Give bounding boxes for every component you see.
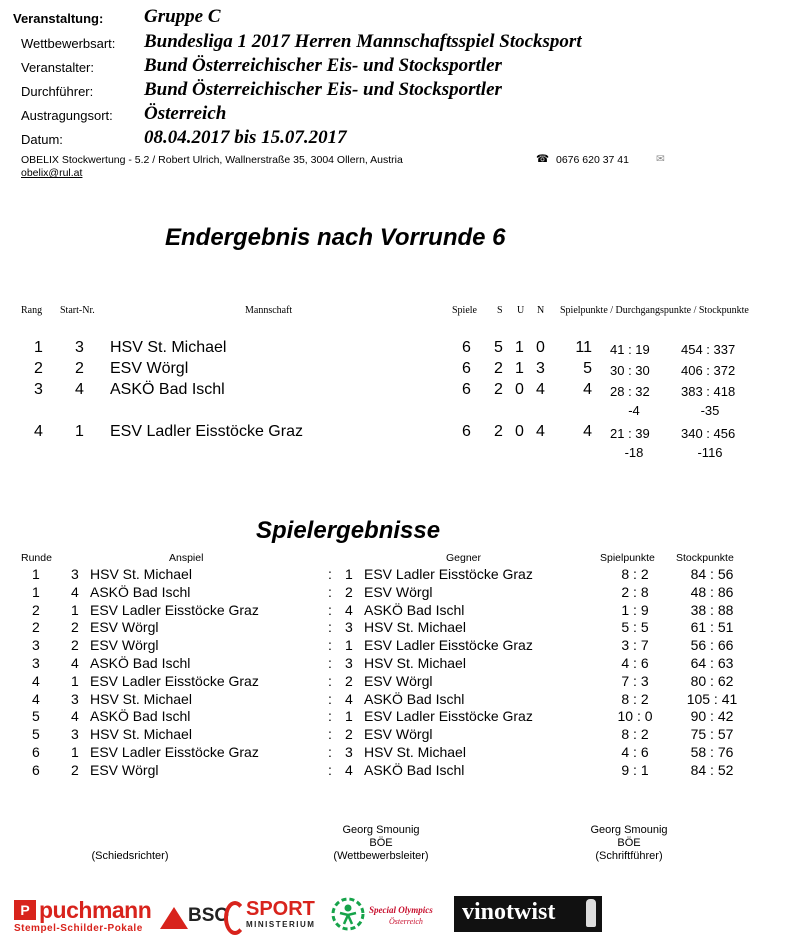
standing-spiele: 6 bbox=[462, 381, 471, 398]
standing-durchgang: 21 : 39 bbox=[610, 426, 650, 441]
phone-icon: ☎ bbox=[536, 153, 550, 165]
col-team: Mannschaft bbox=[245, 305, 293, 316]
result-spielpunkte: 2 : 8 bbox=[621, 583, 649, 600]
standing-durchgang: 41 : 19 bbox=[610, 342, 650, 357]
result-round: 2 bbox=[32, 619, 40, 636]
result-anspiel-nr: 2 bbox=[71, 761, 79, 778]
vinotwist-logo bbox=[454, 896, 602, 932]
col-u: U bbox=[517, 305, 525, 316]
result-spielpunkte: 8 : 2 bbox=[621, 566, 649, 582]
result-gegner-nr: 1 bbox=[345, 708, 353, 725]
col-spiele: Spiele bbox=[452, 305, 477, 316]
result-anspiel-nr: 4 bbox=[71, 655, 79, 671]
standing-start: 4 bbox=[75, 381, 84, 398]
result-spielpunkte: 8 : 2 bbox=[621, 726, 649, 743]
standings-title: Endergebnis nach Vorrunde 6 bbox=[165, 224, 506, 251]
standing-n: 4 bbox=[536, 381, 545, 398]
result-separator: : bbox=[328, 672, 332, 689]
signature-referee-org bbox=[60, 837, 200, 850]
result-stockpunkte: 38 : 88 bbox=[690, 601, 734, 618]
result-round: 6 bbox=[32, 761, 40, 778]
result-round: 1 bbox=[32, 566, 40, 582]
result-gegner-nr: 4 bbox=[345, 690, 353, 707]
mail-icon: ✉ bbox=[656, 153, 665, 165]
vinotwist-text: vinotwist bbox=[462, 899, 556, 925]
result-round: 5 bbox=[32, 708, 40, 725]
results-title: Spielergebnisse bbox=[256, 517, 441, 544]
standing-u: 0 bbox=[515, 381, 524, 398]
standing-rang: 2 bbox=[34, 360, 43, 377]
result-anspiel-nr: 3 bbox=[71, 566, 79, 582]
standing-n: 4 bbox=[536, 423, 545, 440]
result-anspiel-nr: 1 bbox=[71, 601, 79, 618]
special-olympics-logo bbox=[331, 895, 451, 935]
header-value: 08.04.2017 bis 15.07.2017 bbox=[144, 127, 347, 148]
standing-stock: 383 : 418 bbox=[681, 384, 736, 399]
result-anspiel-team: ESV Wörgl bbox=[90, 761, 159, 778]
result-anspiel-nr: 3 bbox=[71, 690, 79, 707]
result-round: 2 bbox=[32, 601, 40, 618]
result-anspiel-team: HSV St. Michael bbox=[90, 690, 192, 707]
standing-start: 2 bbox=[75, 360, 84, 377]
special-olympics-icon bbox=[331, 897, 365, 931]
col-start: Start-Nr. bbox=[60, 305, 95, 316]
standing-rang: 4 bbox=[34, 423, 43, 440]
result-anspiel-team: ESV Ladler Eisstöcke Graz bbox=[90, 744, 259, 760]
standing-spielpunkte: 11 bbox=[575, 339, 592, 356]
header-value: Bundesliga 1 2017 Herren Mannschaftsspiel Stocksport bbox=[144, 31, 582, 52]
standing-stock: 454 : 337 bbox=[681, 342, 736, 357]
result-separator: : bbox=[328, 655, 332, 671]
result-anspiel-nr: 4 bbox=[71, 708, 79, 725]
header-label: Veranstalter: bbox=[21, 60, 94, 75]
result-gegner-team: ASKÖ Bad Ischl bbox=[364, 690, 465, 707]
software-line: OBELIX Stockwertung - 5.2 / Robert Ulrich, Wallnerstraße 35, 3004 Ollern, Austria bbox=[21, 154, 403, 166]
standing-team: ESV Ladler Eisstöcke Graz bbox=[110, 423, 303, 440]
standing-u: 0 bbox=[515, 423, 524, 440]
special-olympics-sub: Österreich bbox=[389, 917, 423, 926]
sport-ministerium-mark bbox=[224, 901, 246, 935]
signature-leader-role: (Wettbewerbsleiter) bbox=[333, 850, 429, 862]
result-separator: : bbox=[328, 583, 332, 600]
standing-spielpunkte: 4 bbox=[583, 381, 592, 398]
email-link[interactable]: obelix@rul.at bbox=[21, 167, 83, 179]
col-points: Spielpunkte / Durchgangspunkte / Stockpunkte bbox=[560, 305, 749, 316]
standing-team: ASKÖ Bad Ischl bbox=[110, 381, 225, 398]
result-spielpunkte: 3 : 7 bbox=[621, 637, 649, 654]
result-anspiel-team: ASKÖ Bad Ischl bbox=[90, 655, 191, 671]
result-stockpunkte: 61 : 51 bbox=[690, 619, 734, 636]
result-stockpunkte: 84 : 56 bbox=[690, 566, 734, 582]
standing-start: 1 bbox=[75, 423, 84, 440]
signature-leader-org: BÖE bbox=[369, 837, 393, 849]
result-round: 4 bbox=[32, 672, 40, 689]
signature-referee bbox=[60, 824, 200, 863]
result-anspiel-team: ESV Wörgl bbox=[90, 637, 159, 654]
standing-stock: 406 : 372 bbox=[681, 363, 736, 378]
result-anspiel-nr: 1 bbox=[71, 744, 79, 760]
signature-referee-role: (Schiedsrichter) bbox=[91, 850, 169, 862]
result-round: 3 bbox=[32, 637, 40, 654]
result-gegner-team: ESV Ladler Eisstöcke Graz bbox=[364, 637, 533, 654]
result-separator: : bbox=[328, 566, 332, 582]
result-separator: : bbox=[328, 619, 332, 636]
special-olympics-text: Special Olympics bbox=[369, 905, 433, 915]
standing-rang: 3 bbox=[34, 381, 43, 398]
result-anspiel-team: HSV St. Michael bbox=[90, 726, 192, 743]
col-spielpunkte: Spielpunkte bbox=[600, 552, 655, 564]
result-round: 3 bbox=[32, 655, 40, 671]
result-gegner-nr: 3 bbox=[345, 744, 353, 760]
header-label: Durchführer: bbox=[21, 84, 94, 99]
result-anspiel-team: HSV St. Michael bbox=[90, 566, 192, 582]
bso-logo-text: BSO bbox=[188, 905, 230, 926]
result-spielpunkte: 9 : 1 bbox=[621, 761, 649, 778]
sport-logo-text: SPORT bbox=[246, 898, 315, 920]
result-spielpunkte: 4 : 6 bbox=[621, 744, 649, 760]
signature-recorder-org: BÖE bbox=[617, 837, 641, 849]
result-stockpunkte: 64 : 63 bbox=[690, 655, 734, 671]
result-gegner-team: ASKÖ Bad Ischl bbox=[364, 761, 465, 778]
result-anspiel-team: ESV Ladler Eisstöcke Graz bbox=[90, 672, 259, 689]
result-gegner-team: ESV Wörgl bbox=[364, 583, 433, 600]
header-label: Datum: bbox=[21, 132, 63, 147]
result-anspiel-team: ASKÖ Bad Ischl bbox=[90, 708, 191, 725]
result-gegner-team: HSV St. Michael bbox=[364, 619, 466, 636]
standing-s: 2 bbox=[494, 360, 503, 377]
bso-logo-mark bbox=[160, 907, 188, 929]
result-separator: : bbox=[328, 637, 332, 654]
result-gegner-nr: 2 bbox=[345, 726, 353, 743]
standing-durchgang-diff: -18 bbox=[624, 445, 644, 460]
standing-rang: 1 bbox=[34, 339, 43, 356]
standing-spielpunkte: 4 bbox=[583, 423, 592, 440]
signature-recorder bbox=[559, 824, 699, 863]
result-anspiel-nr: 1 bbox=[71, 672, 79, 689]
signature-leader bbox=[311, 824, 451, 863]
standing-stock: 340 : 456 bbox=[681, 426, 736, 441]
result-gegner-team: ESV Ladler Eisstöcke Graz bbox=[364, 566, 533, 582]
result-gegner-team: ESV Wörgl bbox=[364, 672, 433, 689]
result-anspiel-team: ESV Wörgl bbox=[90, 619, 159, 636]
result-separator: : bbox=[328, 726, 332, 743]
result-gegner-nr: 1 bbox=[345, 566, 353, 582]
standing-start: 3 bbox=[75, 339, 84, 356]
result-gegner-team: ASKÖ Bad Ischl bbox=[364, 601, 465, 618]
result-stockpunkte: 48 : 86 bbox=[690, 583, 734, 600]
result-spielpunkte: 1 : 9 bbox=[621, 601, 649, 618]
header-label: Wettbewerbsart: bbox=[21, 36, 116, 51]
sport-ministerium-logo bbox=[224, 895, 334, 935]
header-label: Austragungsort: bbox=[21, 108, 113, 123]
result-anspiel-team: ESV Ladler Eisstöcke Graz bbox=[90, 601, 259, 618]
result-gegner-team: HSV St. Michael bbox=[364, 655, 466, 671]
result-round: 4 bbox=[32, 690, 40, 707]
result-gegner-nr: 4 bbox=[345, 761, 353, 778]
phone-number: 0676 620 37 41 bbox=[556, 154, 629, 166]
header-value: Österreich bbox=[144, 103, 227, 124]
standing-n: 0 bbox=[536, 339, 545, 356]
result-stockpunkte: 56 : 66 bbox=[690, 637, 734, 654]
signature-recorder-role: (Schriftführer) bbox=[595, 850, 663, 862]
standing-u: 1 bbox=[515, 339, 524, 356]
standing-s: 2 bbox=[494, 423, 503, 440]
standing-spiele: 6 bbox=[462, 423, 471, 440]
result-stockpunkte: 84 : 52 bbox=[690, 761, 734, 778]
col-anspiel: Anspiel bbox=[169, 552, 204, 564]
result-gegner-nr: 1 bbox=[345, 637, 353, 654]
result-anspiel-team: ASKÖ Bad Ischl bbox=[90, 583, 191, 600]
col-s: S bbox=[497, 305, 503, 316]
result-anspiel-nr: 2 bbox=[71, 637, 79, 654]
puchmann-logo bbox=[14, 898, 154, 938]
standing-durchgang: 28 : 32 bbox=[610, 384, 650, 399]
standing-spiele: 6 bbox=[462, 339, 471, 356]
col-runde: Runde bbox=[21, 552, 52, 564]
result-gegner-nr: 4 bbox=[345, 601, 353, 618]
result-spielpunkte: 5 : 5 bbox=[621, 619, 649, 636]
col-stockpunkte: Stockpunkte bbox=[676, 552, 734, 564]
header-label: Veranstaltung: bbox=[13, 11, 104, 26]
standing-s: 2 bbox=[494, 381, 503, 398]
puchmann-logo-tag: Stempel-Schilder-Pokale bbox=[14, 923, 143, 934]
result-separator: : bbox=[328, 708, 332, 725]
header-value: Bund Österreichischer Eis- und Stocksportler bbox=[144, 55, 502, 76]
header-value: Gruppe C bbox=[144, 6, 221, 27]
standing-spielpunkte: 5 bbox=[583, 360, 592, 377]
result-separator: : bbox=[328, 744, 332, 760]
signature-leader-name: Georg Smounig bbox=[342, 824, 420, 836]
standing-n: 3 bbox=[536, 360, 545, 377]
result-gegner-nr: 2 bbox=[345, 672, 353, 689]
signature-referee-name bbox=[60, 824, 200, 837]
result-separator: : bbox=[328, 690, 332, 707]
standing-u: 1 bbox=[515, 360, 524, 377]
standing-stock-diff: -35 bbox=[700, 403, 720, 418]
result-stockpunkte: 58 : 76 bbox=[690, 744, 734, 760]
result-gegner-nr: 3 bbox=[345, 655, 353, 671]
result-anspiel-nr: 2 bbox=[71, 619, 79, 636]
signature-recorder-name: Georg Smounig bbox=[590, 824, 668, 836]
result-stockpunkte: 105 : 41 bbox=[686, 690, 738, 707]
result-anspiel-nr: 3 bbox=[71, 726, 79, 743]
result-round: 1 bbox=[32, 583, 40, 600]
result-stockpunkte: 80 : 62 bbox=[690, 672, 734, 689]
standing-s: 5 bbox=[494, 339, 503, 356]
result-spielpunkte: 4 : 6 bbox=[621, 655, 649, 671]
col-gegner: Gegner bbox=[446, 552, 482, 564]
result-gegner-team: ESV Ladler Eisstöcke Graz bbox=[364, 708, 533, 725]
result-spielpunkte: 7 : 3 bbox=[621, 672, 649, 689]
result-round: 5 bbox=[32, 726, 40, 743]
result-anspiel-nr: 4 bbox=[71, 583, 79, 600]
col-rang: Rang bbox=[21, 305, 43, 316]
standing-team: ESV Wörgl bbox=[110, 360, 189, 377]
puchmann-logo-mark: P bbox=[14, 900, 36, 920]
result-gegner-team: HSV St. Michael bbox=[364, 744, 466, 760]
result-round: 6 bbox=[32, 744, 40, 760]
result-stockpunkte: 75 : 57 bbox=[690, 726, 734, 743]
standing-stock-diff: -116 bbox=[697, 445, 723, 460]
standing-team: HSV St. Michael bbox=[110, 339, 227, 356]
result-gegner-nr: 2 bbox=[345, 583, 353, 600]
vinotwist-bottle-icon bbox=[586, 899, 596, 927]
result-gegner-team: ESV Wörgl bbox=[364, 726, 433, 743]
result-stockpunkte: 90 : 42 bbox=[690, 708, 734, 725]
sport-logo-sub: MINISTERIUM bbox=[246, 920, 316, 929]
bso-logo bbox=[160, 897, 230, 937]
standing-spiele: 6 bbox=[462, 360, 471, 377]
result-spielpunkte: 8 : 2 bbox=[621, 690, 649, 707]
standing-durchgang: 30 : 30 bbox=[610, 363, 650, 378]
result-spielpunkte: 10 : 0 bbox=[617, 708, 653, 725]
standing-durchgang-diff: -4 bbox=[628, 403, 640, 418]
puchmann-logo-text: puchmann bbox=[39, 897, 152, 923]
result-gegner-nr: 3 bbox=[345, 619, 353, 636]
result-separator: : bbox=[328, 761, 332, 778]
result-separator: : bbox=[328, 601, 332, 618]
col-n: N bbox=[537, 305, 545, 316]
header-value: Bund Österreichischer Eis- und Stocksportler bbox=[144, 79, 502, 100]
